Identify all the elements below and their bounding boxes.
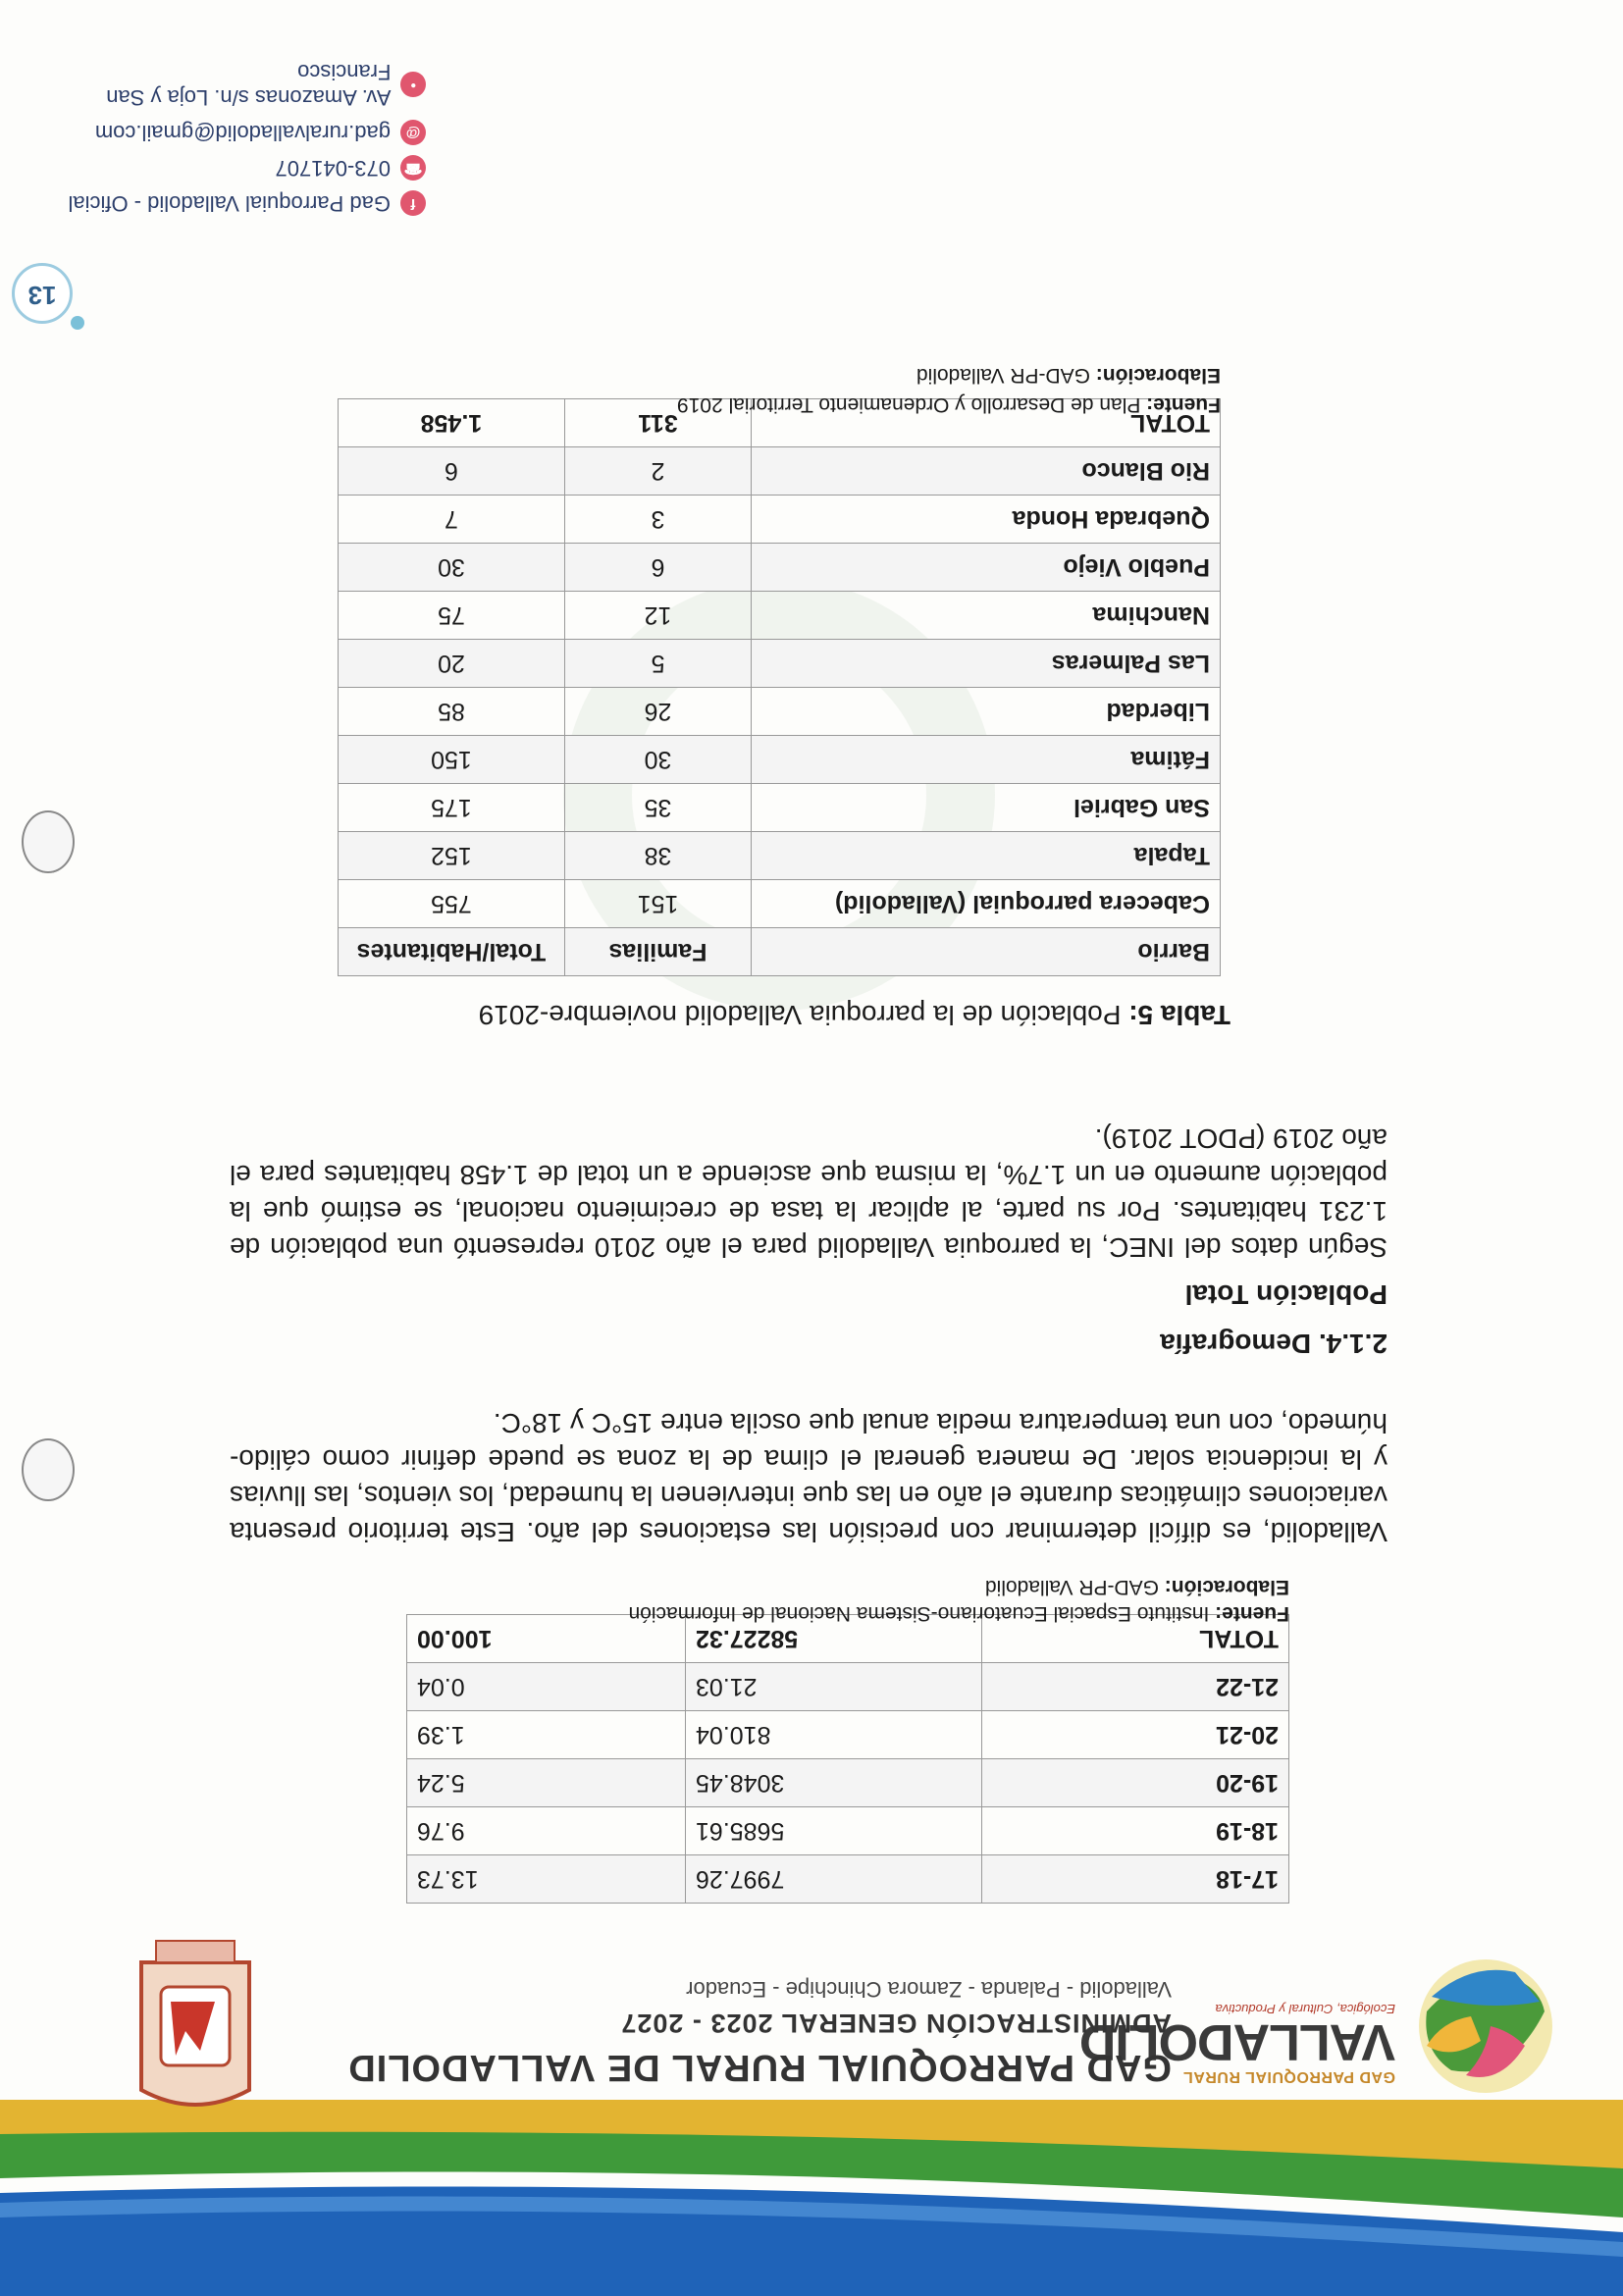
table-caption-label: Tabla 5: bbox=[1128, 1000, 1230, 1030]
footer-contacts bbox=[14, 49, 426, 216]
climate-table-row bbox=[407, 1663, 1289, 1711]
climate-table-cell: 5.24 bbox=[407, 1759, 686, 1807]
population-table-cell: 75 bbox=[339, 592, 565, 640]
population-table-cell: 175 bbox=[339, 784, 565, 832]
population-table bbox=[338, 398, 1221, 976]
valladolid-logo-icon bbox=[1402, 1953, 1569, 2100]
email-icon: @ bbox=[400, 120, 426, 145]
climate-table-cell: 13.73 bbox=[407, 1855, 686, 1904]
population-table-cell: 755 bbox=[339, 880, 565, 928]
location-pin-icon: • bbox=[400, 72, 426, 97]
climate-table-cell: 19-20 bbox=[981, 1759, 1288, 1807]
footer-email-text: gad.ruralvalladolid@gmail.com bbox=[94, 121, 391, 145]
table-caption bbox=[479, 999, 1230, 1030]
population-table-cell: 311 bbox=[564, 399, 751, 447]
population-source bbox=[677, 391, 1221, 417]
climate-table-cell: 17-18 bbox=[981, 1855, 1288, 1904]
climate-elab-label: Elaboración: bbox=[1164, 1576, 1289, 1598]
brand-block bbox=[1079, 2002, 1395, 2085]
climate-paragraph: Valladolid, es difícil determinar con precisión las estaciones del año. Este territorio presenta variaciones climáticas durante el año en las que intervienen la humedad, los vientos, las lluvias y la incidencia solar. De manera general el clima de la zona se puede definir como cálido-húmedo, con una temperatura media anual que oscila entre 15°C y 18°C. bbox=[230, 1408, 1387, 1547]
climate-table-cell: 1.39 bbox=[407, 1711, 686, 1759]
brand-name: VALLADOLID bbox=[1079, 2013, 1395, 2070]
population-table-cell: Quebrada Honda bbox=[752, 496, 1221, 544]
population-table-cell: 85 bbox=[339, 688, 565, 736]
population-table-row bbox=[339, 447, 1221, 496]
population-table-cell: 35 bbox=[564, 784, 751, 832]
climate-table-cell: TOTAL bbox=[981, 1615, 1288, 1663]
climate-table-cell: 9.76 bbox=[407, 1807, 686, 1855]
brand-small: GAD PARROQUIAL RURAL bbox=[1182, 2068, 1395, 2085]
page-number-dot bbox=[71, 316, 84, 330]
punch-hole bbox=[22, 810, 75, 873]
climate-elaboration bbox=[985, 1574, 1289, 1599]
climate-source bbox=[629, 1600, 1289, 1626]
phone-icon: ☎ bbox=[400, 155, 426, 181]
climate-table bbox=[406, 1614, 1289, 1904]
climate-table-cell: 0.04 bbox=[407, 1663, 686, 1711]
population-source-text: Plan de Desarrollo y Ordenamiento Territorial 2019 bbox=[676, 393, 1141, 416]
population-table-cell: 2 bbox=[564, 447, 751, 496]
population-table-cell: 150 bbox=[339, 736, 565, 784]
population-table-row bbox=[339, 544, 1221, 592]
population-elaboration bbox=[916, 362, 1221, 388]
population-table-row bbox=[339, 832, 1221, 880]
punch-hole bbox=[22, 1438, 75, 1501]
population-table-cell: 6 bbox=[339, 447, 565, 496]
population-table-cell: Rio Blanco bbox=[752, 447, 1221, 496]
climate-table-row bbox=[407, 1807, 1289, 1855]
brand-tagline: Ecológica, Cultural y Productiva bbox=[1215, 2002, 1395, 2016]
facebook-icon: f bbox=[400, 190, 426, 216]
population-source-label: Fuente: bbox=[1146, 393, 1221, 416]
climate-table-cell: 5685.61 bbox=[685, 1807, 981, 1855]
population-elab-text: GAD-PR Valladolid bbox=[916, 364, 1090, 387]
population-table-cell: 26 bbox=[564, 688, 751, 736]
footer-email[interactable] bbox=[14, 120, 426, 145]
population-table-cell: 20 bbox=[339, 640, 565, 688]
footer-address[interactable] bbox=[14, 59, 426, 110]
footer-facebook-text: Gad Parroquial Valladolid - Oficial bbox=[68, 191, 391, 216]
population-table-cell: 12 bbox=[564, 592, 751, 640]
climate-source-label: Fuente: bbox=[1215, 1602, 1289, 1625]
population-table-cell: Total/Habitantes bbox=[339, 928, 565, 976]
climate-elab-text: GAD-PR Valladolid bbox=[984, 1576, 1159, 1598]
population-table-cell: TOTAL bbox=[752, 399, 1221, 447]
population-table-row bbox=[339, 784, 1221, 832]
population-table-cell: Cabecera parroquial (Valladolid) bbox=[752, 880, 1221, 928]
population-table-cell: 6 bbox=[564, 544, 751, 592]
section-heading: 2.1.4. Demografía bbox=[1160, 1329, 1387, 1359]
population-table-cell: San Gabriel bbox=[752, 784, 1221, 832]
population-table-cell: Liberdad bbox=[752, 688, 1221, 736]
population-table-row bbox=[339, 640, 1221, 688]
population-table-row bbox=[339, 592, 1221, 640]
climate-source-text: Instituto Espacial Ecuatoriano-Sistema Nacional de Información bbox=[628, 1602, 1210, 1625]
climate-table-cell: 7997.26 bbox=[685, 1855, 981, 1904]
population-table-cell: Nanchima bbox=[752, 592, 1221, 640]
header-title: GAD PARROQUIAL RURAL DE VALLADOLID bbox=[347, 2047, 1172, 2088]
climate-table-cell: 21.03 bbox=[685, 1663, 981, 1711]
population-table-cell: 152 bbox=[339, 832, 565, 880]
climate-table-row bbox=[407, 1759, 1289, 1807]
climate-table-cell: 3048.45 bbox=[685, 1759, 981, 1807]
population-table-cell: 3 bbox=[564, 496, 751, 544]
population-table-cell: Familias bbox=[564, 928, 751, 976]
header-titles bbox=[288, 1976, 1172, 2088]
population-table-cell: 30 bbox=[564, 736, 751, 784]
population-table-row bbox=[339, 880, 1221, 928]
page-number: 13 bbox=[12, 263, 73, 324]
population-table-cell: 7 bbox=[339, 496, 565, 544]
population-table-cell: 151 bbox=[564, 880, 751, 928]
header-subtitle: ADMINISTRACIÓN GENERAL 2023 - 2027 bbox=[620, 2009, 1172, 2038]
footer-phone[interactable] bbox=[14, 155, 426, 181]
population-table-cell: 38 bbox=[564, 832, 751, 880]
climate-table-row bbox=[407, 1855, 1289, 1904]
header-swoosh bbox=[0, 2100, 1623, 2296]
subsection-heading: Población Total bbox=[1184, 1279, 1387, 1310]
climate-table-cell: 100.00 bbox=[407, 1615, 686, 1663]
population-table-cell: 5 bbox=[564, 640, 751, 688]
population-table-row bbox=[339, 736, 1221, 784]
population-table-cell: Tapala bbox=[752, 832, 1221, 880]
population-elab-label: Elaboración: bbox=[1095, 364, 1221, 387]
header-location: Valladolid - Palanda - Zamora Chinchipe - Ecuador bbox=[686, 1977, 1172, 2002]
climate-table-cell: 20-21 bbox=[981, 1711, 1288, 1759]
coat-of-arms-icon bbox=[122, 1933, 269, 2110]
population-table-cell: 30 bbox=[339, 544, 565, 592]
population-table-cell: Barrio bbox=[752, 928, 1221, 976]
population-table-row bbox=[339, 688, 1221, 736]
population-table-row bbox=[339, 496, 1221, 544]
climate-table-row bbox=[407, 1711, 1289, 1759]
footer-facebook[interactable] bbox=[14, 190, 426, 216]
climate-table-cell: 58227.32 bbox=[685, 1615, 981, 1663]
climate-table-cell: 18-19 bbox=[981, 1807, 1288, 1855]
footer-phone-text: 073-041707 bbox=[275, 156, 391, 181]
population-table-cell: Las Palmeras bbox=[752, 640, 1221, 688]
population-table-cell: 1.458 bbox=[339, 399, 565, 447]
footer-address-text: Av. Amazonas s/n. Loja y San Francisco bbox=[106, 60, 392, 110]
climate-table-cell: 810.04 bbox=[685, 1711, 981, 1759]
population-table-header bbox=[339, 928, 1221, 976]
population-table-cell: Fátima bbox=[752, 736, 1221, 784]
climate-table-cell: 21-22 bbox=[981, 1663, 1288, 1711]
table-caption-text: Población de la parroquia Valladolid noviembre-2019 bbox=[478, 1000, 1122, 1030]
population-paragraph: Según datos del INEC, la parroquia Valladolid para el año 2010 representó una población de 1.231 habitantes. Por su parte, al aplicar la tasa de crecimiento nacional, se estimó que la población aumento en un 1.7%, la misma que asciende a un total de 1.458 habitantes para el año 2019 (PDOT 2019). bbox=[230, 1123, 1387, 1263]
population-table-cell: Pueblo Viejo bbox=[752, 544, 1221, 592]
